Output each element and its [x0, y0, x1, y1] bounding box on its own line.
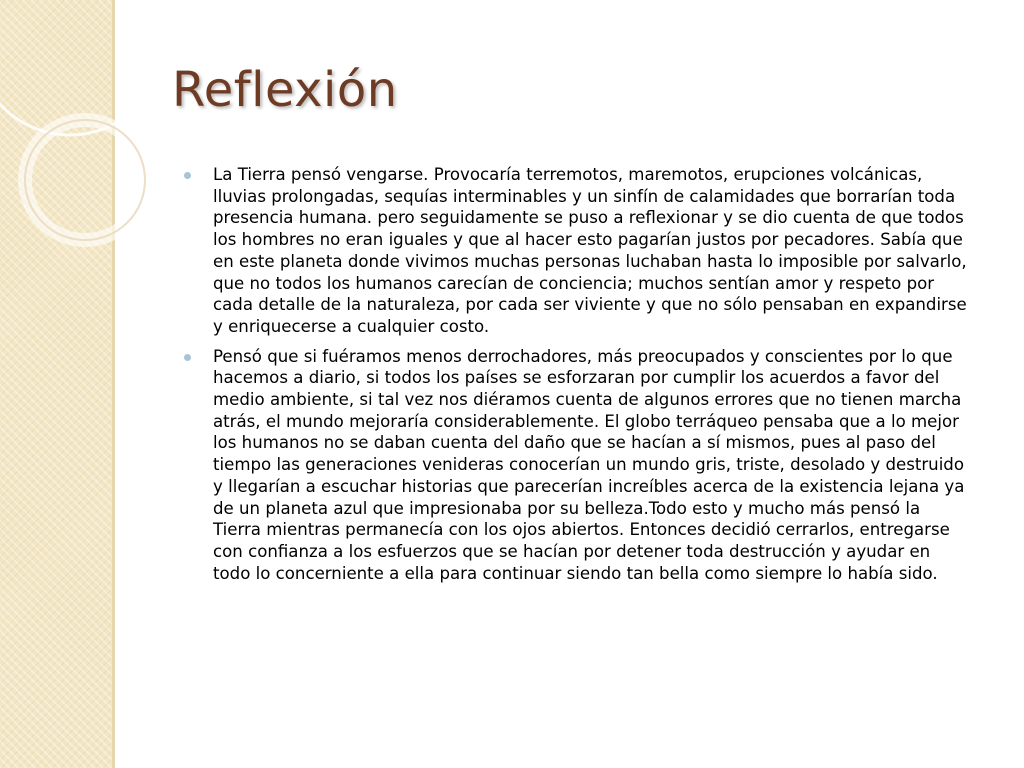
decorative-ring-small-inner: [25, 120, 145, 240]
bullet-text: La Tierra pensó vengarse. Provocaría terremotos, maremotos, erupciones volcánicas, lluvias prolongadas, sequías interminables y un sinfín de calamidades que borrarían toda presencia humana. pero seguidamente se puso a reflexionar y se dio cuenta de que todos los hombres no eran iguales y que al hacer esto pagarían justos por pecadores. Sabía que en este planeta donde vivimos muchas personas luchaban hasta lo imposible por salvarlo, que no todos los humanos carecían de conciencia; muchos sentían amor y respeto por cada detalle de la naturaleza, por cada ser viviente y que no sólo pensaban en expandirse y enriquecerse a cualquier costo.: [213, 165, 967, 336]
bullet-text: Pensó que si fuéramos menos derrochadores, más preocupados y conscientes por lo que hacemos a diario, si todos los países se esforzaran por cumplir los acuerdos a favor del medio ambiente, si tal vez nos diéramos cuenta de algunos errores que no tienen marcha atrás, el mundo mejoraría considerablemente. El globo terráqueo pensaba que a lo mejor los humanos no se daban cuenta del daño que se hacían a sí mismos, pues al paso del tiempo las generaciones venideras conocerían un mundo gris, triste, desolado y destruido y llegarían a escuchar historias que parecerían increíbles acerca de la existencia lejana ya de un planeta azul que impresionaba por su belleza.Todo esto y mucho más pensó la Tierra mientras permanecía con los ojos abiertos. Entonces decidió cerrarlos, entregarse con confianza a los esfuerzos que se hacían por detener toda destrucción y ayudar en todo lo concerniente a ella para continuar siendo tan bella como siempre lo había sido.: [213, 346, 965, 583]
bullet-dot-icon: [184, 172, 191, 179]
bullet-item: [180, 346, 970, 585]
decorative-rings: [0, 0, 200, 320]
slide-title: Reflexión: [172, 62, 398, 118]
bullet-dot-icon: [184, 354, 191, 361]
bullet-list: [180, 164, 970, 592]
bullet-item: [180, 164, 970, 338]
